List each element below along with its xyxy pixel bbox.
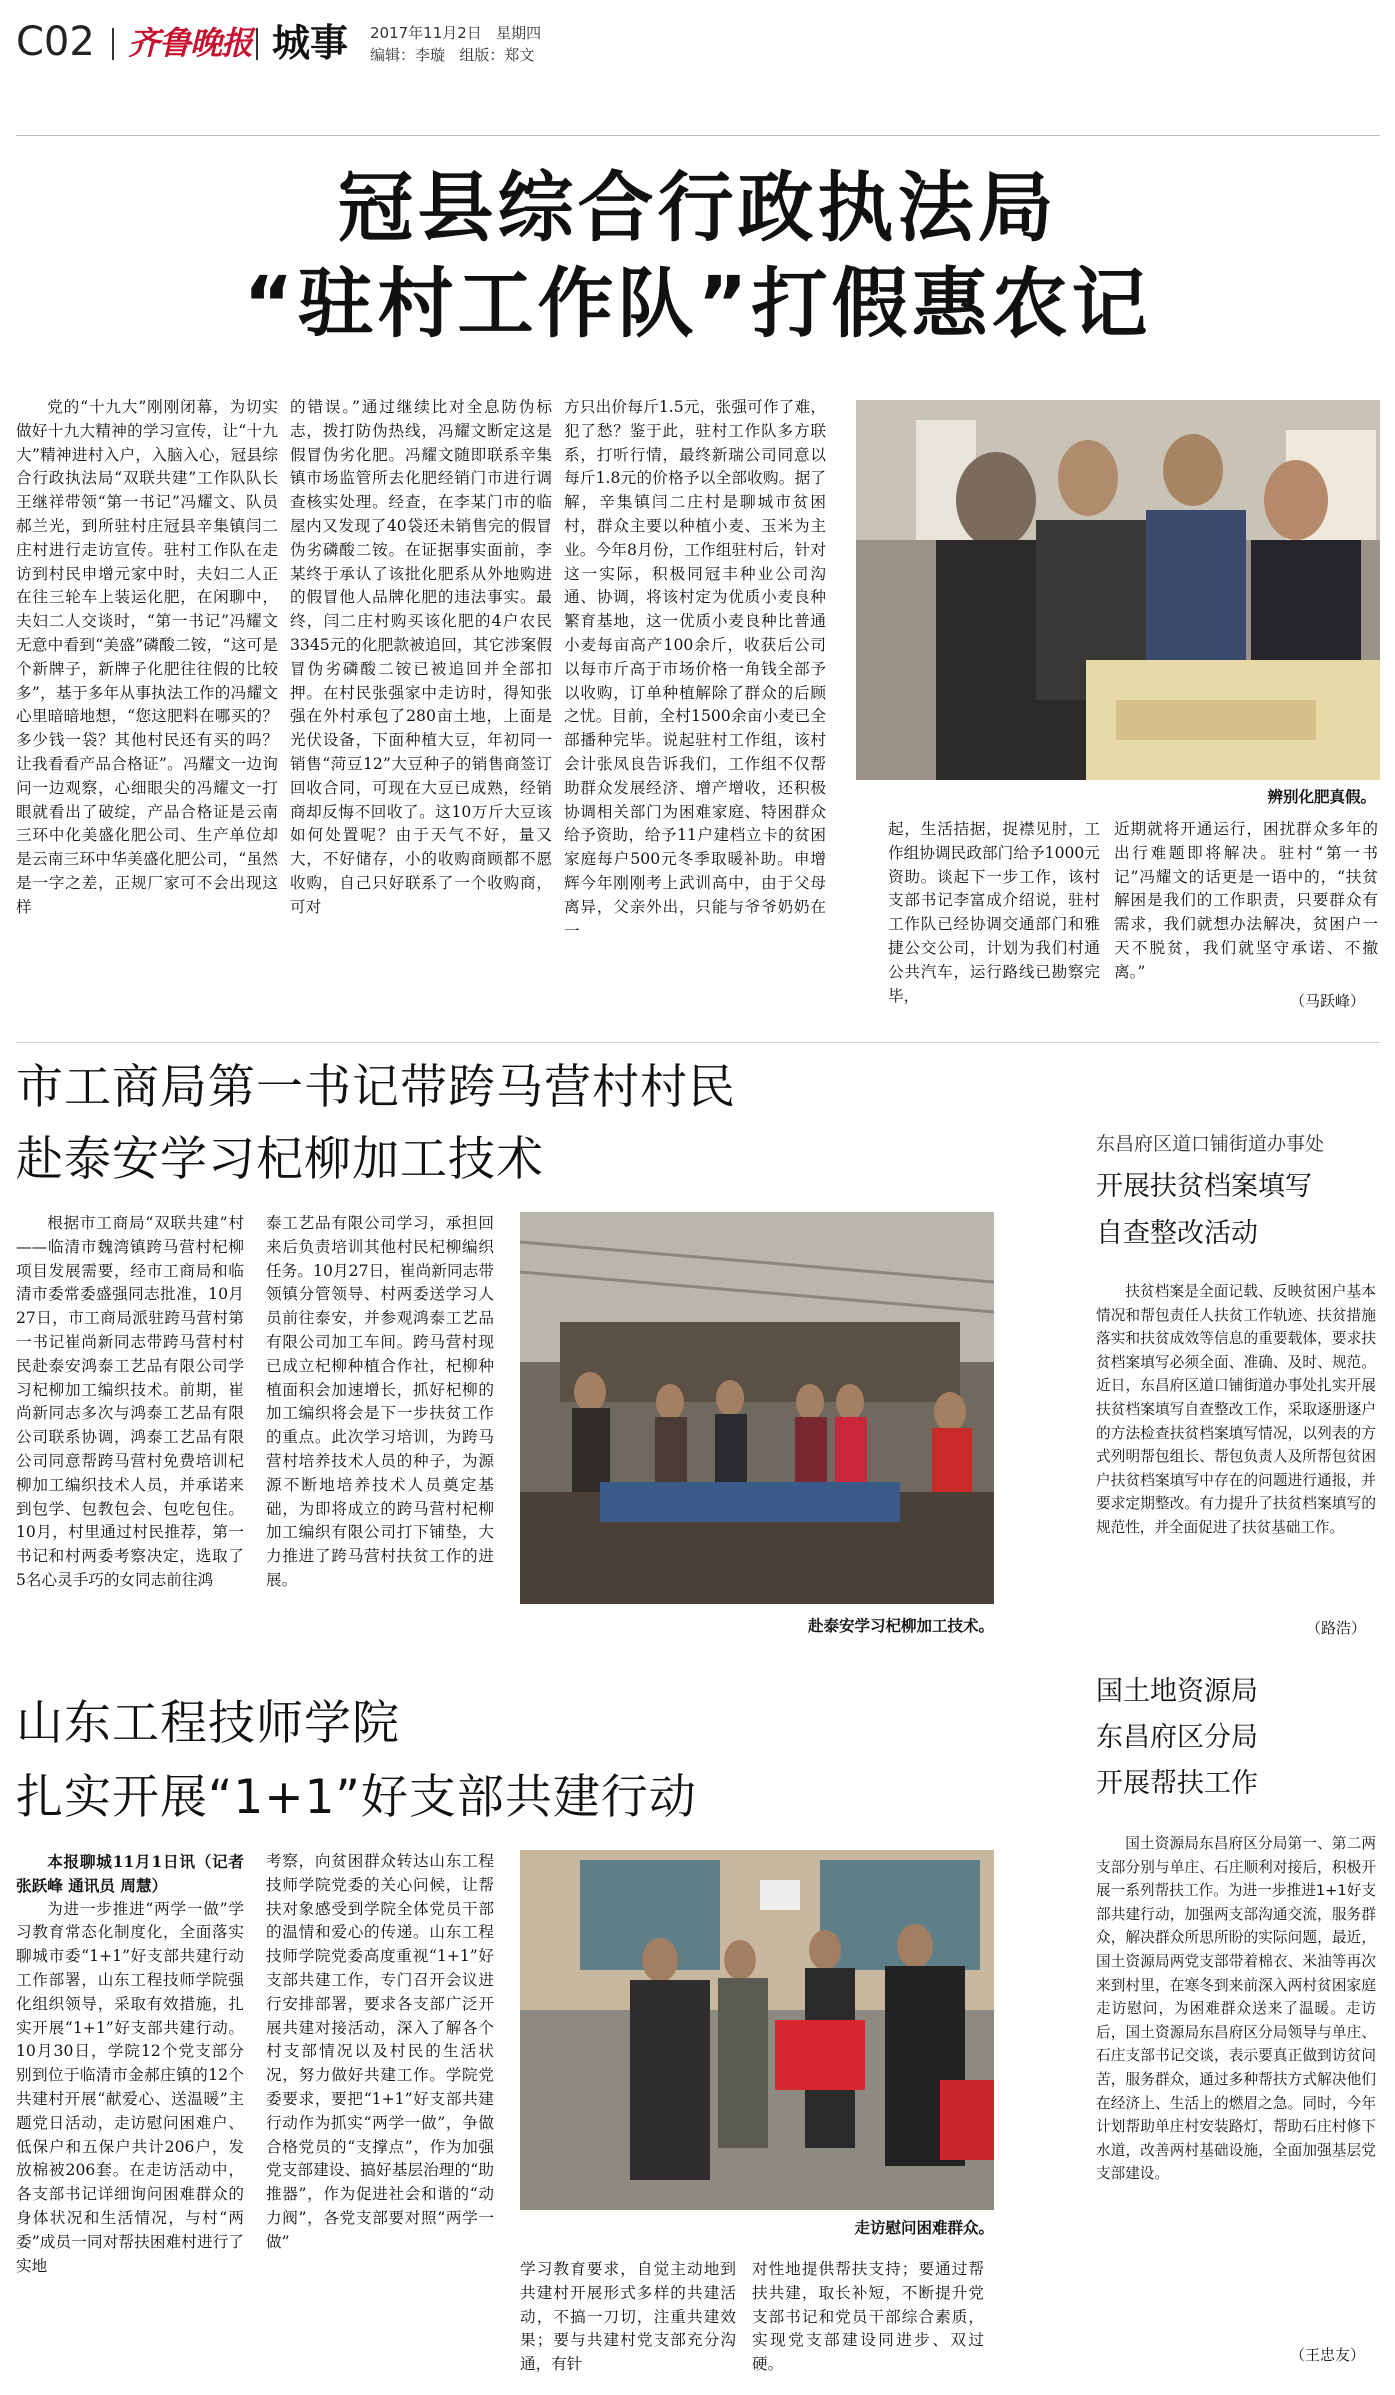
- side2-title-line3: 开展帮扶工作: [1096, 1768, 1258, 1799]
- story2-title-line2: 赴泰安学习杞柳加工技术: [16, 1132, 544, 1187]
- story3-title-line2: 扎实开展“1+1”好支部共建行动: [16, 1770, 697, 1825]
- side2-title-line2: 东昌府区分局: [1096, 1722, 1258, 1753]
- story3-col3-text: 学习教育要求，自觉主动地到共建村开展形式多样的共建活动，不搞一刀切，注重共建效果；要与共建村党支部充分沟通，有针: [520, 2260, 736, 2374]
- story1-author: （马跃峰）: [1290, 992, 1366, 1010]
- story1-photo-caption: 辨别化肥真假。: [1267, 788, 1376, 806]
- side1-title-line2: 自查整改活动: [1096, 1218, 1258, 1249]
- side2-body-text: 国土资源局东昌府区分局第一、第二两支部分别与单庄、石庄顺利对接后，积极开展一系列帮扶工作。为进一步推进1+1好支部共建行动，加强两支部沟通交流，服务群众，解决群众所思所盼的实际问题，最近，国土资源局两党支部带着棉衣、米油等再次来到村里，在寒冬到来前深入两村贫困家庭走访慰问，为困难群众送来了温暖。走访后，国土资源局东昌府区分局领导与单庄、石庄支部书记交谈，表示要真正做到访贫问苦，服务群众，通过多种帮扶方式解决他们在经济上、生活上的燃眉之急。同时，今年计划帮助单庄村安装路灯，帮助石庄村修下水道，改善两村基础设施，全面加强基层党支部建设。: [1096, 1835, 1376, 2183]
- story3-dateline: 本报聊城11月1日讯（记者 张跃峰 通讯员 周慧）: [16, 1852, 244, 1895]
- story2-col2-text: 泰工艺品有限公司学习，承担回来后负责培训其他村民杞柳编织任务。10月27日，崔尚新同志带领镇分管领导、村两委送学习人员前往泰安，并参观鸿泰工艺品有限公司加工车间。跨马营村现已成立杞柳种植合作社，杞柳种植面积会加速增长，抓好杞柳的加工编织将会是下一步扶贫工作的重点。此次学习培训，为跨马营村培养技术人员的种子，为源源不断地培养技术人员奠定基础，为即将成立的跨马营村杞柳加工编织有限公司打下铺垫，大力推进了跨马营村扶贫工作的进展。: [266, 1214, 494, 1589]
- story1-column-1: [16, 396, 278, 1016]
- story3-column-4: [752, 2258, 984, 2380]
- masthead-divider-2: [256, 28, 258, 60]
- story1-column-3: [564, 396, 826, 1016]
- story3-photo: [520, 1850, 994, 2210]
- story2-col1-text: 根据市工商局“双联共建”村——临清市魏湾镇跨马营村杞柳项目发展需要，经市工商局和临清市委常委盛强同志批准，10月27日，市工商局派驻跨马营村第一书记崔尚新同志带跨马营村村民赴泰安鸿泰工艺品有限公司学习杞柳加工编织技术。前期，崔尚新同志多次与鸿泰工艺品有限公司联系协调，鸿泰工艺品有限公司同意帮跨马营村免费培训杞柳加工编织技术人员，并承诺来到包学、包教包会、包吃包住。10月，村里通过村民推荐，第一书记和村两委考察决定，选取了5名心灵手巧的女同志前往鸿: [16, 1214, 244, 1589]
- side2-title-line1: 国土地资源局: [1096, 1676, 1258, 1707]
- paper-logo: 齐鲁晚报: [128, 24, 253, 62]
- story1-title-line1: 冠县综合行政执法局: [337, 163, 1058, 252]
- page-code: C02: [16, 19, 95, 65]
- story1-col2-text: 的错误。”通过继续比对全息防伪标志，拨打防伪热线，冯耀文断定这是假冒伪劣化肥。冯耀文随即联系辛集镇市场监管所去化肥经销门市进行调查核实处理。经查，在李某门市的临屋内又发现了40袋还未销售完的假冒伪劣磷酸二铵。在证据事实面前，李某终于承认了该批化肥系从外地购进的假冒他人品牌化肥的违法事实。最终，闫二庄村购买该化肥的4户农民3345元的化肥款被追回，其它涉案假冒伪劣磷酸二铵已被追回并全部扣押。在村民张强家中走访时，得知张强在外村承包了280亩土地，上面是光伏设备，下面种植大豆，年初同一销售“菏豆12”大豆种子的销售商签订回收合同，可现在大豆已成熟，经销商却反悔不回收了。这10万斤大豆该如何处置呢？由于天气不好，量又大，不好储存，小的收购商顾都不愿收购，自己只好联系了一个收购商，可对: [290, 398, 552, 916]
- masthead-rule: [16, 135, 1380, 136]
- section-name: 城事: [272, 21, 349, 65]
- designer: 组版：郑文: [459, 46, 535, 64]
- side2-author: （王忠友）: [1290, 2346, 1366, 2364]
- story1-col3-text: 方只出价每斤1.5元，张强可作了难，犯了愁？鉴于此，驻村工作队多方联系，打听行情，最终新瑞公司同意以每斤1.8元的价格予以全部收购。据了解，辛集镇闫二庄村是聊城市贫困村，群众主要以种植小麦、玉米为主业。今年8月份，工作组驻村后，针对这一实际，积极同冠丰种业公司沟通、协调，将该村定为优质小麦良种繁育基地，这一优质小麦良种比普通小麦每亩高产100余斤，收获后公司以每市斤高于市场价格一角钱全部予以收购，订单种植解除了群众的后顾之忧。目前，全村1500余亩小麦已全部播种完毕。说起驻村工作组，该村会计张凤良告诉我们，工作组不仅帮助群众发展经济、增产增收，还积极协调相关部门为困难家庭、特困群众给予资助，给予11户建档立卡的贫困家庭每户500元冬季取暖补助。申增辉今年刚刚考上武训高中，由于父母离异，父亲外出，只能与爷爷奶奶在一: [564, 398, 826, 940]
- divider-story1: [16, 1042, 1380, 1043]
- date: 2017年11月2日: [370, 24, 482, 42]
- story1-column-2: [290, 396, 552, 1016]
- story3-column-2: [266, 1850, 494, 2380]
- side1-kicker: 东昌府区道口铺街道办事处: [1096, 1133, 1325, 1155]
- story3-column-3: [520, 2258, 736, 2380]
- editor: 编辑：李璇: [370, 46, 446, 64]
- side1-title-line1: 开展扶贫档案填写: [1096, 1171, 1312, 1202]
- editor-line: [370, 44, 534, 66]
- story1-title-line2: “驻村工作队”打假惠农记: [243, 259, 1152, 348]
- story3-col2-text: 考察，向贫困群众转达山东工程技师学院党委的关心问候，让帮扶对象感受到学院全体党员干部的温情和爱心的传递。山东工程技师学院党委高度重视“1+1”好支部共建工作，专门召开会议进行安排部署，要求各支部广泛开展共建对接活动，深入了解各个村支部情况以及村民的生活状况，努力做好共建工作。学院党委要求，要把“1+1”好支部共建行动作为抓实“两学一做”，争做合格党员的“支撑点”，作为加强党支部建设、搞好基层治理的“助推器”，作为促进社会和谐的“动力阀”，各党支部要对照“两学一做”: [266, 1852, 494, 2251]
- story3-col4-text: 对性地提供帮扶支持；要通过帮扶共建，取长补短，不断提升党支部书记和党员干部综合素质，实现党支部建设同进步、双过硬。: [752, 2260, 984, 2374]
- story2-photo-caption: 赴泰安学习杞柳加工技术。: [807, 1617, 994, 1635]
- story1-col1-text: 党的“十九大”刚刚闭幕，为切实做好十九大精神的学习宣传，让“十九大”精神进村入户，入脑入心，冠县综合行政执法局“双联共建”工作队队长王继祥带领“第一书记”冯耀文、队员郝兰光，到所驻村庄冠县辛集镇闫二庄村进行走访宣传。驻村工作队在走访到村民申增元家中时，夫妇二人正在往三轮车上装运化肥，在闲聊中，夫妇二人交谈时，“第一书记”冯耀文无意中看到“美盛”磷酸二铵，“这可是个新牌子，新牌子化肥往往假的比较多”，基于多年从事执法工作的冯耀文心里暗暗地想，“您这肥料在哪买的？多少钱一袋？其他村民还有买的吗？让我看看产品合格证”。冯耀文一边询问一边观察，心细眼尖的冯耀文一打眼就看出了破绽，产品合格证是云南三环中化美盛化肥公司、生产单位却是云南三环中华美盛化肥公司，“虽然是一字之差，正规厂家可不会出现这样: [16, 398, 278, 916]
- story3-photo-caption: 走访慰问困难群众。: [854, 2219, 994, 2237]
- weekday: 星期四: [496, 24, 542, 42]
- story3-title-line1: 山东工程技师学院: [16, 1696, 400, 1751]
- story1-column-4: [888, 818, 1100, 1018]
- masthead: [0, 0, 1395, 90]
- masthead-divider-1: [112, 28, 114, 60]
- story1-col5-text: 近期就将开通运行，困扰群众多年的出行难题即将解决。驻村“第一书记”冯耀文的话更是一语中的，“扶贫解困是我们的工作职责，只要群众有需求，我们就想办法解决，贫困户一天不脱贫，我们就坚守承诺、不撤离。”: [1114, 820, 1378, 981]
- story1-photo: [856, 400, 1380, 780]
- story1-col4-text: 起，生活拮据，捉襟见肘，工作组协调民政部门给予1000元资助。谈起下一步工作，该村支部书记李富成介绍说，驻村工作队已经协调交通部门和雅捷公交公司，计划为我们村通公共汽车，运行路线已勘察完毕，: [888, 820, 1100, 1005]
- story1-column-5: [1114, 818, 1378, 986]
- side1-body-text: 扶贫档案是全面记载、反映贫困户基本情况和帮包责任人扶贫工作轨迹、扶贫措施落实和扶贫成效等信息的重要载体，要求扶贫档案填写必须全面、准确、及时、规范。近日，东昌府区道口铺街道办事处扎实开展扶贫档案填写自查整改工作，采取逐册逐户的方法检查扶贫档案填写情况，以列表的方式列明帮包组长、帮包负责人及所帮包贫困户扶贫档案填写中存在的问题进行通报，并要求定期整改。有力提升了扶贫档案填写的规范性，并全面促进了扶贫基础工作。: [1096, 1283, 1376, 1536]
- story2-photo: [520, 1212, 994, 1604]
- side2-body: [1096, 1832, 1376, 2334]
- story3-column-1: [16, 1850, 244, 2380]
- side1-body: [1096, 1280, 1376, 1614]
- story3-col1-text: 为进一步推进“两学一做”学习教育常态化制度化，全面落实聊城市委“1+1”好支部共建行动工作部署，山东工程技师学院强化组织领导，采取有效措施，扎实开展“1+1”好支部共建行动。10月30日，学院12个党支部分别到位于临清市金郝庄镇的12个共建村开展“献爱心、送温暖”主题党日活动，走访慰问困难户、低保户和五保户共计206户，发放棉被206套。在走访活动中，各支部书记详细询问困难群众的身体状况和生活情况，与村“两委”成员一同对帮扶困难村进行了实地: [16, 1899, 244, 2275]
- story2-column-2: [266, 1212, 494, 1678]
- story2-title-line1: 市工商局第一书记带跨马营村村民: [16, 1060, 736, 1115]
- issue-date: [370, 22, 541, 44]
- side1-author: （路浩）: [1306, 1619, 1367, 1637]
- story2-column-1: [16, 1212, 244, 1678]
